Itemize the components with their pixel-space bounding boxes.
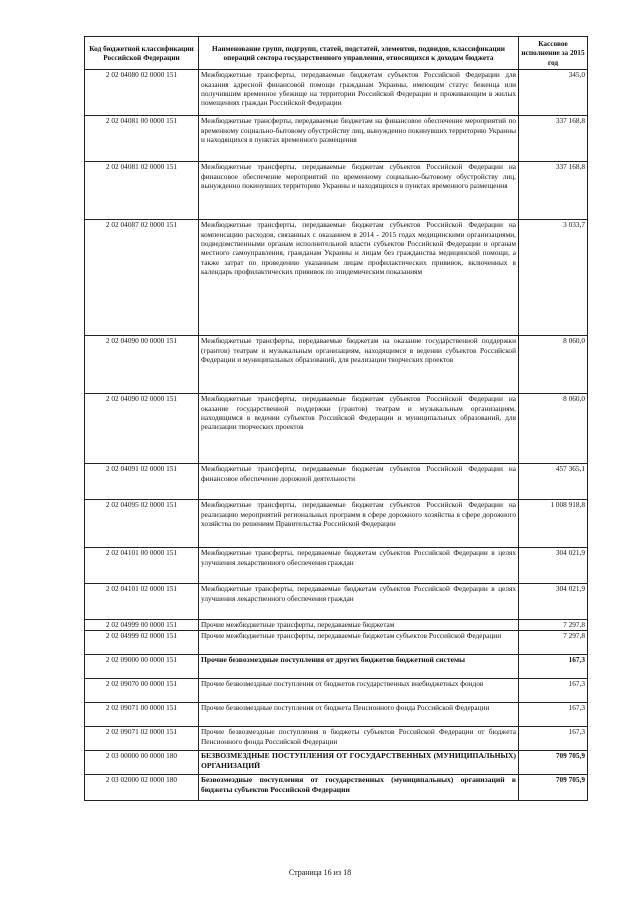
row-amount: 457 365,1	[519, 464, 588, 500]
page-number: Страница 16 из 18	[288, 868, 352, 877]
row-code: 2 02 09071 00 0000 151	[85, 703, 199, 727]
row-name: Межбюджетные трансферты, передаваемые бюджетам субъектов Российской Федерации на финансовое обеспечение мероприятий по временному социально-бытовому обустройству лиц, вынужденно покинувших территорию Украины и находящихся в пунктах временного размещения	[199, 162, 519, 220]
row-code: 2 02 09070 00 0000 151	[85, 679, 199, 703]
row-amount: 304 021,9	[519, 548, 588, 584]
table-row	[85, 394, 588, 464]
row-amount: 337 168,8	[519, 162, 588, 220]
table-row	[85, 336, 588, 394]
table-row	[85, 584, 588, 620]
table-body	[85, 70, 588, 801]
table-row	[85, 70, 588, 116]
row-code: 2 02 04087 02 0000 151	[85, 220, 199, 336]
table-row	[85, 464, 588, 500]
row-name: Межбюджетные трансферты, передаваемые бюджетам субъектов Российской Федерации для оказания адресной финансовой помощи гражданам Украины, имеющим статус беженца или получившим временное убежище на территории Российской Федерации и проживающим в жилых помещениях граждан Российской Федерации	[199, 70, 519, 116]
row-code: 2 03 02000 02 0000 180	[85, 775, 199, 801]
table-row	[85, 631, 588, 655]
row-name: Прочие безвозмездные поступления от бюджетов государственных внебюджетных фондов	[199, 679, 519, 703]
row-name: Прочие безвозмездные поступления в бюджеты субъектов Российской Федерации от бюджета Пенсионного фонда Российской Федерации	[199, 727, 519, 751]
row-code: 2 02 09071 02 0000 151	[85, 727, 199, 751]
table-row	[85, 116, 588, 162]
row-name: Прочие межбюджетные трансферты, передаваемые бюджетам субъектов Российской Федерации	[199, 631, 519, 655]
row-amount: 167,3	[519, 655, 588, 679]
header-code: Код бюджетной классификации Российской Федерации	[85, 37, 199, 70]
header-name: Наименование групп, подгрупп, статей, подстатей, элементов, подвидов, классификации операций сектора государственного управления, относящихся к доходам бюджета	[199, 37, 519, 70]
table-row	[85, 220, 588, 336]
row-code: 2 02 04101 02 0000 151	[85, 584, 199, 620]
row-code: 2 02 04095 02 0000 151	[85, 500, 199, 548]
row-amount: 7 297,8	[519, 631, 588, 655]
row-amount: 7 297,8	[519, 620, 588, 631]
row-amount: 304 021,9	[519, 584, 588, 620]
row-name: Межбюджетные трансферты, передаваемые бюджетам субъектов Российской Федерации на компенсацию расходов, связанных с оказанием в 2014 - 2015 годах медицинскими организациями, подведомственными органам исполнительной власти субъектов Российской Федерации и органам местного самоуправления, гражданам Украины и лицам без гражданства медицинской помощи, а также затрат по проведению указанным лицам профилактических прививок, включенных в календарь профилактических прививок по эпидемическим показаниям	[199, 220, 519, 336]
table-row	[85, 679, 588, 703]
table-row	[85, 727, 588, 751]
row-name: Прочие безвозмездные поступления от бюджета Пенсионного фонда Российской Федерации	[199, 703, 519, 727]
table-row	[85, 751, 588, 775]
row-name: Межбюджетные трансферты, передаваемые бюджетам на оказание государственной поддержки (грантов) театрам и музыкальным организациям, находящимся в ведении субъектов Российской Федерации и муниципальных образований, для реализации творческих проектов	[199, 336, 519, 394]
row-name: Прочие безвозмездные поступления от других бюджетов бюджетной системы	[199, 655, 519, 679]
table-row	[85, 703, 588, 727]
row-amount: 8 060,0	[519, 394, 588, 464]
row-code: 2 02 04080 02 0000 151	[85, 70, 199, 116]
row-code: 2 02 04999 00 0000 151	[85, 620, 199, 631]
row-amount: 167,3	[519, 703, 588, 727]
row-code: 2 02 04999 02 0000 151	[85, 631, 199, 655]
row-code: 2 02 04090 02 0000 151	[85, 394, 199, 464]
table-header-row	[85, 37, 588, 70]
budget-table	[84, 36, 588, 801]
row-amount: 3 033,7	[519, 220, 588, 336]
table-row	[85, 620, 588, 631]
row-code: 2 02 04081 00 0000 151	[85, 116, 199, 162]
table-row	[85, 775, 588, 801]
table-row	[85, 655, 588, 679]
row-name: Межбюджетные трансферты, передаваемые бюджетам субъектов Российской Федерации в целях улучшения лекарственного обеспечения граждан	[199, 584, 519, 620]
row-name: Безвозмездные поступления от государственных (муниципальных) организаций в бюджеты субъектов Российской Федерации	[199, 775, 519, 801]
row-amount: 1 008 918,8	[519, 500, 588, 548]
row-amount: 8 060,0	[519, 336, 588, 394]
row-amount: 709 705,9	[519, 775, 588, 801]
row-name: Межбюджетные трансферты, передаваемые бюджетам субъектов Российской Федерации в целях улучшения лекарственного обеспечения граждан	[199, 548, 519, 584]
row-code: 2 03 00000 00 0000 180	[85, 751, 199, 775]
row-amount: 709 705,9	[519, 751, 588, 775]
row-code: 2 02 04101 00 0000 151	[85, 548, 199, 584]
table-row	[85, 548, 588, 584]
row-name: Межбюджетные трансферты, передаваемые бюджетам субъектов Российской Федерации на оказание государственной поддержки (грантов) театрам и музыкальным организациям, находящимся в ведении субъектов Российской Федерации и муниципальных образований, для реализации творческих проектов	[199, 394, 519, 464]
header-amount: Кассовое исполнение за 2015 год	[519, 37, 588, 70]
row-code: 2 02 04091 02 0000 151	[85, 464, 199, 500]
row-name: Межбюджетные трансферты, передаваемые бюджетам субъектов Российской Федерации на финансовое обеспечение дорожной деятельности	[199, 464, 519, 500]
table-row	[85, 500, 588, 548]
row-name: Межбюджетные трансферты, передаваемые бюджетам субъектов Российской Федерации на реализацию мероприятий региональных программ в сфере дорожного хозяйства в сфере дорожного хозяйства по решениям Правительства Российской Федерации	[199, 500, 519, 548]
row-amount: 337 168,8	[519, 116, 588, 162]
row-name: Межбюджетные трансферты, передаваемые бюджетам на финансовое обеспечение мероприятий по временному социально-бытовому обустройству лиц, вынужденно покинувших территорию Украины и находящихся в пунктах временного размещения	[199, 116, 519, 162]
row-name: Прочие межбюджетные трансферты, передаваемые бюджетам	[199, 620, 519, 631]
row-amount: 167,3	[519, 679, 588, 703]
row-code: 2 02 04090 00 0000 151	[85, 336, 199, 394]
row-code: 2 02 04081 02 0000 151	[85, 162, 199, 220]
row-code: 2 02 09000 00 0000 151	[85, 655, 199, 679]
row-amount: 167,3	[519, 727, 588, 751]
table-row	[85, 162, 588, 220]
row-name: БЕЗВОЗМЕЗДНЫЕ ПОСТУПЛЕНИЯ ОТ ГОСУДАРСТВЕННЫХ (МУНИЦИПАЛЬНЫХ) ОРГАНИЗАЦИЙ	[199, 751, 519, 775]
row-amount: 345,0	[519, 70, 588, 116]
